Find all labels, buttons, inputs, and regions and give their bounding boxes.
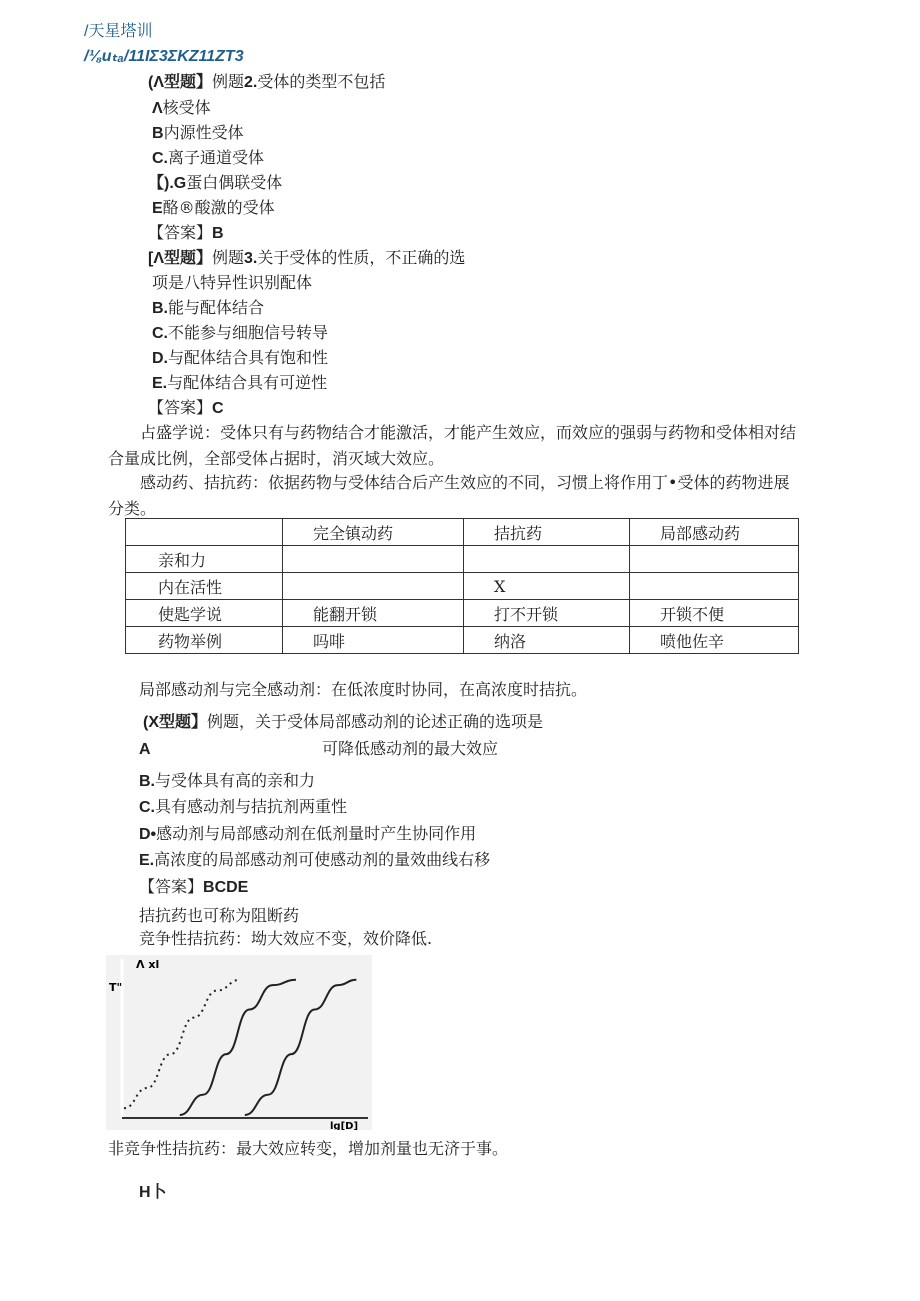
answer-label: 【答案】 <box>148 223 213 242</box>
table-header-cell <box>126 519 283 546</box>
option-label: A <box>139 741 151 758</box>
option-label: Λ <box>152 100 163 117</box>
q3-option-e <box>152 373 327 394</box>
antagonist-note: 拮抗药也可称为阻断药 <box>139 906 300 925</box>
option-text: 内源性受体 <box>163 123 244 142</box>
footer-mark <box>139 1182 167 1203</box>
partial-agonist-note: 局部感动剂与完全感动剂：在低浓度时协同，在高浓度时拮抗。 <box>139 680 588 699</box>
q3-number: 3. <box>244 250 258 267</box>
option-label: 【).G <box>148 175 187 192</box>
qx-option-b <box>139 771 315 792</box>
option-text: 具有感动剂与拮抗剂两重性 <box>155 797 348 816</box>
table-cell: 使匙学说 <box>126 600 283 627</box>
answer-value: B <box>212 225 224 242</box>
q2-answer <box>148 223 224 244</box>
agonist-antagonist-paragraph: 感动药、拮抗药：依据药物与受体结合后产生效应的不同，习惯上将作用丁•受体的药物进展分类。 <box>108 473 790 518</box>
q2-option-b <box>152 123 244 144</box>
qx-option-a-label <box>139 739 151 760</box>
q3-title-line2: 项是八特异性识别配体 <box>152 273 313 292</box>
qx-option-d <box>139 824 476 845</box>
footer-mark-text: H卜 <box>139 1184 167 1201</box>
q2-option-e <box>152 198 275 219</box>
table-header-row <box>126 519 799 546</box>
q3-type: [Λ型题】 <box>148 250 213 267</box>
table-cell <box>630 546 799 573</box>
q2-option-d <box>148 173 282 194</box>
qx-type: (X型题】 <box>143 714 208 731</box>
option-label: B. <box>139 773 155 790</box>
document-code: /⅛uₜₐ/11IΣ3ΣKZ11ZT3 <box>84 48 244 65</box>
option-text: 与配体结合具有可逆性 <box>167 373 328 392</box>
q2-number: 2. <box>244 74 258 91</box>
option-label: C. <box>152 325 168 342</box>
q2-title-text: 例题 <box>212 72 245 91</box>
q3-title-text: 例题 <box>212 248 245 267</box>
drug-comparison-table <box>125 518 799 654</box>
occupation-theory-paragraph: 占盛学说：受体只有与药物结合才能激活，才能产生效应，而效应的强弱与药物和受体相对结合量成比例，全部受体占据时，消灭域大效应。 <box>108 423 797 468</box>
table-cell <box>283 573 464 600</box>
option-label: C. <box>139 799 155 816</box>
q2-option-a <box>152 98 211 119</box>
table-cell: 吗啡 <box>283 627 464 654</box>
table-cell: 能翻开锁 <box>283 600 464 627</box>
option-text: 高浓度的局部感动剂可使感动剂的量效曲线右移 <box>154 850 491 869</box>
x-axis-label: lg[D] <box>330 1121 359 1130</box>
option-label: E. <box>139 852 155 869</box>
y-axis-mark: T" <box>109 981 123 994</box>
q3-answer <box>148 398 224 419</box>
option-label: D. <box>152 350 168 367</box>
qx-option-e <box>139 850 490 871</box>
table-header-cell: 完全镇动药 <box>283 519 464 546</box>
option-label: B <box>152 125 164 142</box>
y-axis-label: Λ xl <box>136 958 160 971</box>
noncompetitive-antagonist-note: 非竞争性拮抗药：最大效应转变，增加剂量也无济于事。 <box>108 1139 509 1158</box>
qx-title-text: 例题，关于受体局部感动剂的论述正确的选项是 <box>207 712 544 731</box>
option-text: 蛋白偶联受体 <box>186 173 283 192</box>
table-cell: 开锁不便 <box>630 600 799 627</box>
q3-option-b <box>152 298 264 319</box>
brand-header: /天星塔训 <box>84 23 153 40</box>
competitive-antagonist-note: 竞争性拮抗药：坳大效应不变，效价降低. <box>139 929 433 948</box>
table-cell <box>283 546 464 573</box>
option-text: 离子通道受体 <box>168 148 265 167</box>
qx-title <box>143 712 543 733</box>
table-cell: 打不开锁 <box>464 600 630 627</box>
option-text: 不能参与细胞信号转导 <box>168 323 329 342</box>
q3-option-c <box>152 323 328 344</box>
option-text: 酪®酸激的受体 <box>162 198 275 217</box>
table-cell: 纳洛 <box>464 627 630 654</box>
option-label: D• <box>139 826 157 843</box>
q3-title-rest: 关于受体的性质，不正确的选 <box>257 248 466 267</box>
qx-option-a: 可降低感动剂的最大效应 <box>322 739 499 758</box>
table-cell: X <box>464 573 630 600</box>
table-row <box>126 573 799 600</box>
qx-answer <box>139 877 248 898</box>
option-label: C. <box>152 150 168 167</box>
table-row <box>126 627 799 654</box>
qx-option-c <box>139 797 347 818</box>
option-text: 核受体 <box>162 98 211 117</box>
q2-type: (Λ型题】 <box>148 74 213 91</box>
table-header-cell: 拮抗药 <box>464 519 630 546</box>
answer-value: C <box>212 400 224 417</box>
option-label: E <box>152 200 163 217</box>
q3-title <box>148 248 465 269</box>
table-header-cell: 局部感动药 <box>630 519 799 546</box>
table-cell: 药物举例 <box>126 627 283 654</box>
option-text: 感动剂与局部感动剂在低剂量时产生协同作用 <box>156 824 477 843</box>
option-label: E. <box>152 375 168 392</box>
table-cell <box>464 546 630 573</box>
option-text: 与受体具有高的亲和力 <box>155 771 316 790</box>
table-cell <box>630 573 799 600</box>
answer-value: BCDE <box>203 879 249 896</box>
table-cell: 内在活性 <box>126 573 283 600</box>
q3-option-d <box>152 348 328 369</box>
table-row <box>126 546 799 573</box>
option-text: 与配体结合具有饱和性 <box>168 348 329 367</box>
table-cell: 喷他佐辛 <box>630 627 799 654</box>
answer-label: 【答案】 <box>139 877 204 896</box>
answer-label: 【答案】 <box>148 398 213 417</box>
table-cell: 亲和力 <box>126 546 283 573</box>
chart-background <box>106 955 372 1130</box>
table-row <box>126 600 799 627</box>
q2-option-c <box>152 148 264 169</box>
dose-response-chart <box>106 955 372 1130</box>
option-text: 能与配体结合 <box>168 298 265 317</box>
option-label: B. <box>152 300 168 317</box>
q2-title <box>148 72 385 93</box>
q2-title-rest: 受体的类型不包括 <box>257 72 386 91</box>
